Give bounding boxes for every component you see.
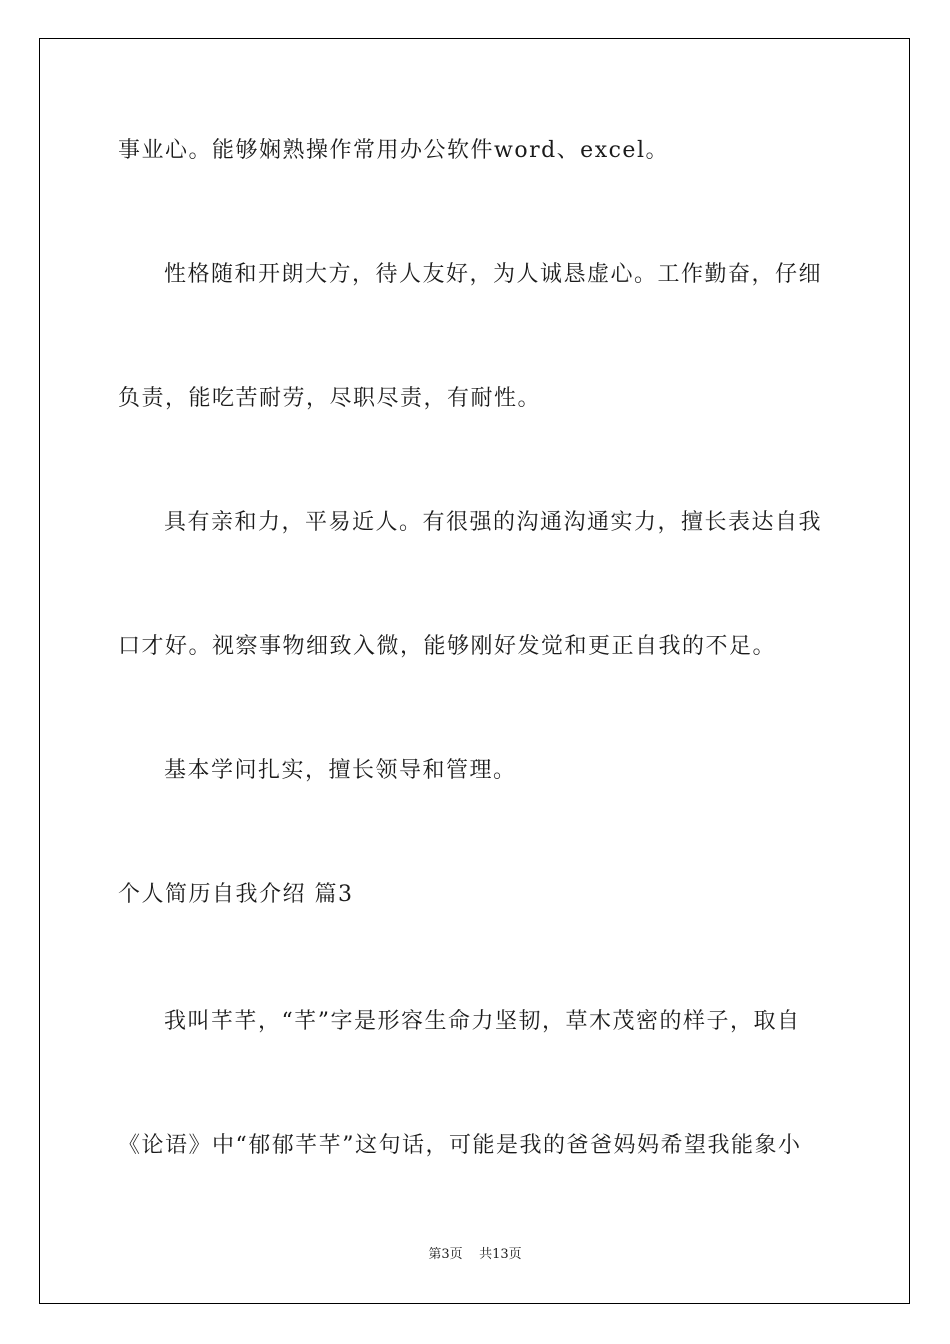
text-line-6: 基本学问扎实，擅长领导和管理。 [164,758,517,783]
text-line-9: 《论语》中“郁郁芊芊”这句话，可能是我的爸爸妈妈希望我能象小 [118,1133,802,1158]
text-line-2: 性格随和开朗大方，待人友好，为人诚恳虚心。工作勤奋，仔细 [164,262,823,287]
text-line-3: 负责，能吃苦耐劳，尽职尽责，有耐性。 [118,386,542,411]
text-line-5: 口才好。视察事物细致入微，能够刚好发觉和更正自我的不足。 [118,634,777,659]
page-footer [0,1247,950,1263]
page-total: 共13页 [479,1247,522,1262]
page-border [39,38,910,1304]
section-heading: 个人简历自我介绍 篇3 [118,882,354,907]
text-line-1: 事业心。能够娴熟操作常用办公软件word、excel。 [118,138,669,163]
page-number: 第3页 [428,1247,463,1262]
text-line-8: 我叫芊芊，“芊”字是形容生命力坚韧，草木茂密的样子，取自 [164,1009,801,1034]
text-line-4: 具有亲和力，平易近人。有很强的沟通沟通实力，擅长表达自我 [164,510,823,535]
